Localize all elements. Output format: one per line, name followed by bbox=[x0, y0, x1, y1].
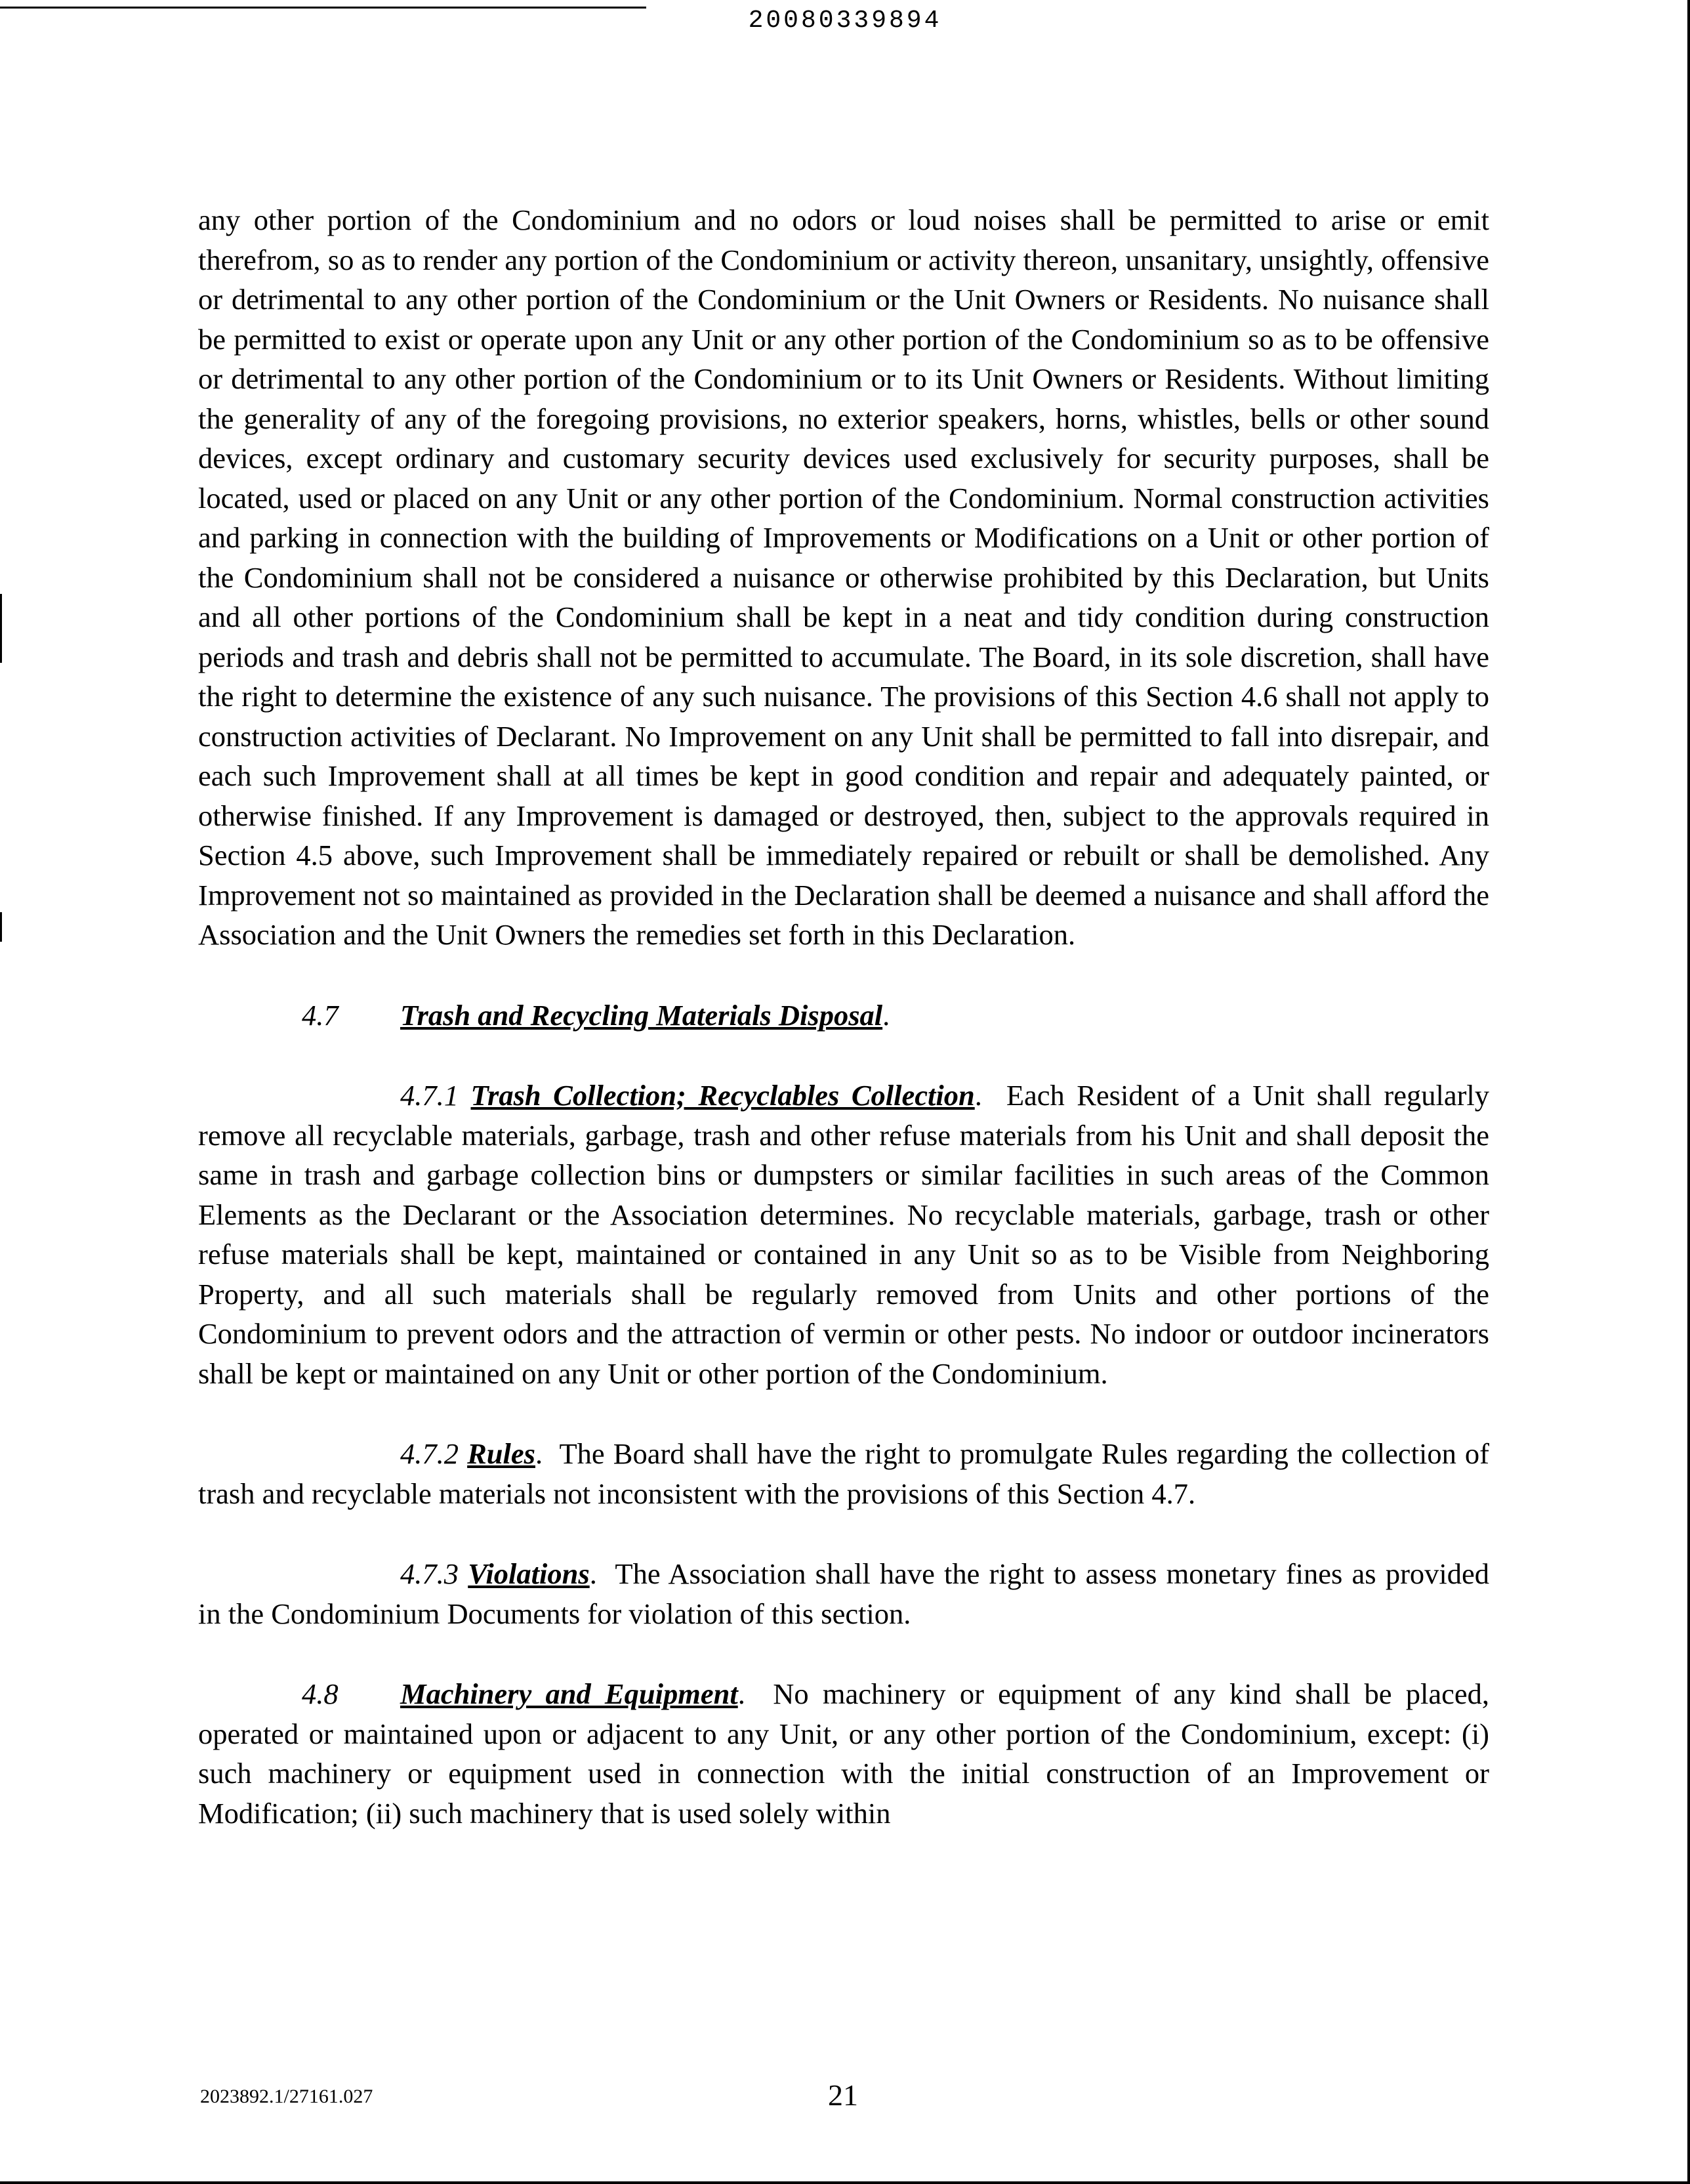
section-text: Each Resident of a Unit shall regularly remove all recyclable materials, garbage, trash and other refuse materials from his Unit and shall deposit the same in trash and garbage collection bins or dumpsters or similar facilities in such areas of the Common Elements as the Declarant or the Association determines. No recyclable materials, garbage, trash or other refuse materials shall be kept, maintained or contained in any Unit so as to be Visible from Neighboring Property, and all such materials shall be regularly removed from Units and other portions of the Condominium to prevent odors and the attraction of vermin or other pests. No indoor or outdoor incinerators shall be kept or maintained on any Unit or other portion of the Condominium. bbox=[198, 1079, 1490, 1390]
section-number: 4.7 bbox=[302, 998, 339, 1032]
section-title: Trash Collection; Recyclables Collection bbox=[470, 1079, 975, 1112]
section-title: Rules bbox=[467, 1437, 535, 1470]
page-number: 21 bbox=[828, 2078, 858, 2112]
scan-edge-mark bbox=[0, 912, 2, 942]
scan-edge-mark bbox=[0, 594, 2, 663]
section-4-7-2: 4.7.2 Rules. The Board shall have the right to promulgate Rules regarding the collection of trash and recyclable materials not inconsistent with the provisions of this Section 4.7. bbox=[198, 1437, 1489, 1510]
document-number: 20080339894 bbox=[748, 7, 942, 35]
paragraph-nuisance-continued: any other portion of the Condominium and no odors or loud noises shall be permitted to arise or emit therefrom, so as to render any portion of the Condominium or activity thereon, unsanitary, unsightly, offensive or detrimental to any other portion of the Condominium or the Unit Owners or Residents. No nuisance shall be permitted to exist or operate upon any Unit or any other portion of the Condominium so as to be offensive or detrimental to any other portion of the Condominium or to its Unit Owners or Residents. Without limiting the generality of any of the foregoing provisions, no exterior speakers, horns, whistles, bells or other sound devices, except ordinary and customary security devices used exclusively for security purposes, shall be located, used or placed on any Unit or any other portion of the Condominium. Normal construction activities and parking in connection with the building of Improvements or Modifications on a Unit or other portion of the Condominium shall not be considered a nuisance or otherwise prohibited by this Declaration, but Units and all other portions of the Condominium shall be kept in a neat and tidy condition during construction periods and trash and debris shall not be permitted to accumulate. The Board, in its sole discretion, shall have the right to determine the existence of any such nuisance. The provisions of this Section 4.6 shall not apply to construction activities of Declarant. No Improvement on any Unit shall be permitted to fall into disrepair, and each such Improvement shall at all times be kept in good condition and repair and adequately painted, or otherwise finished. If any Improvement is damaged or destroyed, then, subject to the approvals required in Section 4.5 above, such Improvement shall be immediately repaired or rebuilt or shall be demolished. Any Improvement not so maintained as provided in the Declaration shall be deemed a nuisance and shall afford the Association and the Unit Owners the remedies set forth in this Declaration. bbox=[198, 203, 1489, 951]
section-4-7-heading: 4.7 Trash and Recycling Materials Disposal. bbox=[198, 996, 1489, 1036]
section-text: No machinery or equipment of any kind shall be placed, operated or maintained upon or adjacent to any Unit, or any other portion of the Condominium, except: (i) such machinery or equipment used in connection with the initial construction of an Improvement or Modification; (ii) such machinery that is used solely within bbox=[198, 1677, 1490, 1830]
section-4-8: 4.8 Machinery and Equipment. No machinery or equipment of any kind shall be placed, operated or maintained upon or adjacent to any Unit, or any other portion of the Condominium, except: (i) such machinery or equipment used in connection with the initial construction of an Improvement or Modification; (ii) such machinery that is used solely within bbox=[198, 1674, 1489, 1833]
page-body bbox=[198, 200, 1489, 1833]
right-border bbox=[1687, 0, 1690, 2184]
section-title: Machinery and Equipment bbox=[400, 1677, 738, 1710]
section-text: The Board shall have the right to promulgate Rules regarding the collection of trash and recyclable materials not inconsistent with the provisions of this Section 4.7. bbox=[198, 1437, 1489, 1510]
section-number: 4.7.2 bbox=[400, 1437, 459, 1470]
section-number: 4.8 bbox=[302, 1677, 339, 1710]
footer-document-id: 2023892.1/27161.027 bbox=[200, 2086, 373, 2107]
section-text: The Association shall have the right to assess monetary fines as provided in the Condominium Documents for violation of this section. bbox=[198, 1557, 1489, 1630]
section-4-7-3: 4.7.3 Violations. The Association shall have the right to assess monetary fines as provided in the Condominium Documents for violation of this section. bbox=[198, 1557, 1489, 1630]
bottom-border bbox=[0, 2181, 1690, 2184]
section-number: 4.7.1 bbox=[400, 1079, 459, 1112]
section-4-7-1: 4.7.1 Trash Collection; Recyclables Collection. Each Resident of a Unit shall regularly remove all recyclable materials, garbage, trash and other refuse materials from his Unit and shall deposit the same in trash and garbage collection bins or dumpsters or similar facilities in such areas of the Common Elements as the Declarant or the Association determines. No recyclable materials, garbage, trash or other refuse materials shall be kept, maintained or contained in any Unit so as to be Visible from Neighboring Property, and all such materials shall be regularly removed from Units and other portions of the Condominium to prevent odors and the attraction of vermin or other pests. No indoor or outdoor incinerators shall be kept or maintained on any Unit or other portion of the Condominium. bbox=[198, 1079, 1490, 1390]
section-title: Trash and Recycling Materials Disposal bbox=[400, 998, 883, 1032]
section-title: Violations bbox=[468, 1557, 590, 1590]
section-number: 4.7.3 bbox=[400, 1557, 459, 1590]
